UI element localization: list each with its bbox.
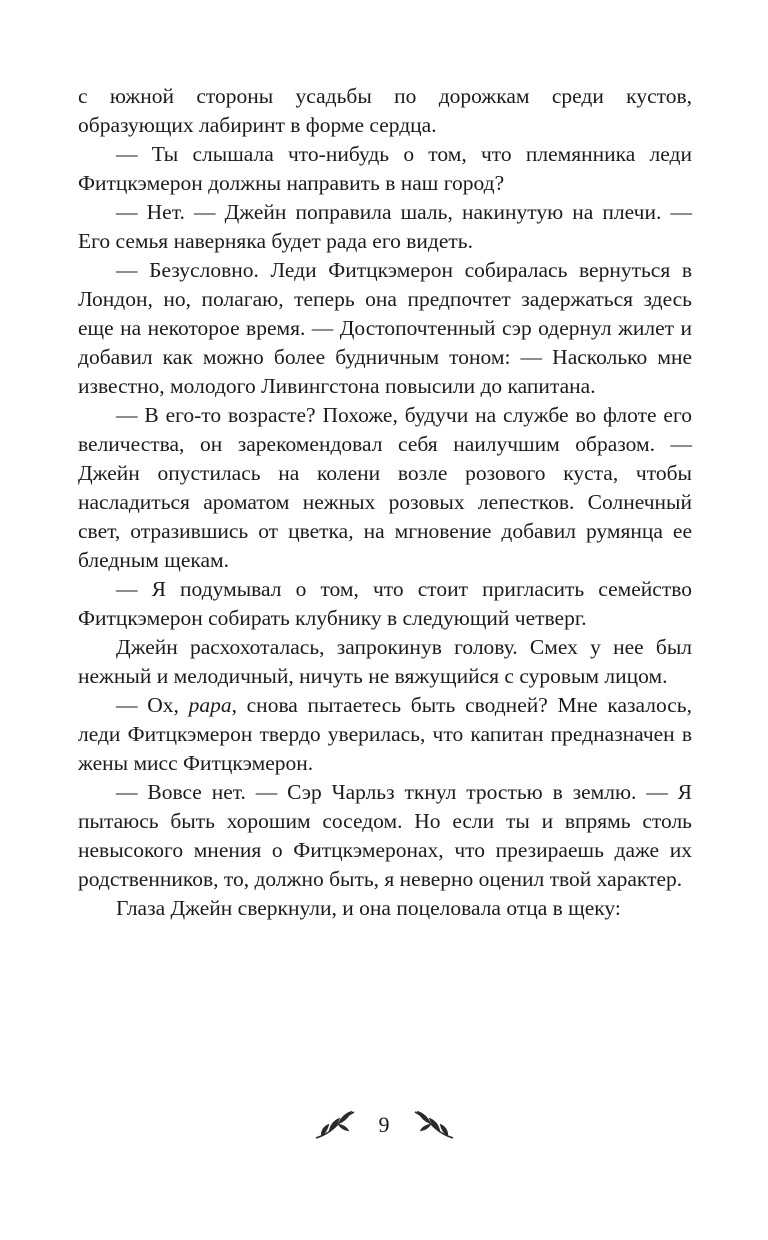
paragraph (78, 894, 692, 923)
text-run: с южной стороны усадьбы по дорожкам среди кустов, образующих лабиринт в форме сердца. (78, 84, 692, 137)
page-text (78, 82, 692, 923)
paragraph (78, 691, 692, 778)
paragraph (78, 401, 692, 575)
paragraph (78, 778, 692, 894)
text-run: — Нет. — Джейн поправила шаль, накинутую на плечи. — Его семья наверняка будет рада его видеть. (78, 200, 692, 253)
paragraph (78, 82, 692, 140)
text-run: — В его-то возрасте? Похоже, будучи на службе во флоте его величества, он зарекомендовал себя наилучшим образом. — Джейн опустилась на колени возле розового куста, чтобы насладиться ароматом нежных розовых лепестков. Солнечный свет, отразившись от цветка, на мгновение добавил румянца ее бледным щекам. (78, 403, 692, 572)
text-run: Глаза Джейн сверкнули, и она поцеловала отца в щеку: (116, 896, 621, 920)
text-run: , снова пытаетесь быть сводней? Мне казалось, леди Фитцкэмерон твердо уверилась, что капитан предназначен в жены мисс Фитцкэмерон. (78, 693, 692, 775)
paragraph (78, 633, 692, 691)
page-number: 9 (378, 1112, 390, 1137)
text-run: — Ох, (116, 693, 189, 717)
paragraph (78, 256, 692, 401)
leaf-sprig-icon (313, 1108, 357, 1142)
italic-text-run: papa (188, 693, 232, 717)
text-run: — Вовсе нет. — Сэр Чарльз ткнул тростью в землю. — Я пытаюсь быть хорошим соседом. Но если ты и впрямь столь невысокого мнения о Фитцкэмеронах, что презираешь даже их родственников, то, должно быть, я неверно оценил твой характер. (78, 780, 692, 891)
text-run: Джейн расхохоталась, запрокинув голову. Смех у нее был нежный и мелодичный, ничуть не вяжущийся с суровым лицом. (78, 635, 692, 688)
paragraph (78, 198, 692, 256)
paragraph (78, 140, 692, 198)
paragraph (78, 575, 692, 633)
leaf-sprig-icon (412, 1108, 456, 1142)
text-run: — Безусловно. Леди Фитцкэмерон собиралась вернуться в Лондон, но, полагаю, теперь она предпочтет задержаться здесь еще на некоторое время. — Достопочтенный сэр одернул жилет и добавил как можно более будничным тоном: — Насколько мне известно, молодого Ливингстона повысили до капитана. (78, 258, 692, 398)
page-footer (0, 1108, 768, 1142)
text-run: — Я подумывал о том, что стоит пригласить семейство Фитцкэмерон собирать клубнику в следующий четверг. (78, 577, 692, 630)
text-run: — Ты слышала что-нибудь о том, что племянника леди Фитцкэмерон должны направить в наш город? (78, 142, 692, 195)
